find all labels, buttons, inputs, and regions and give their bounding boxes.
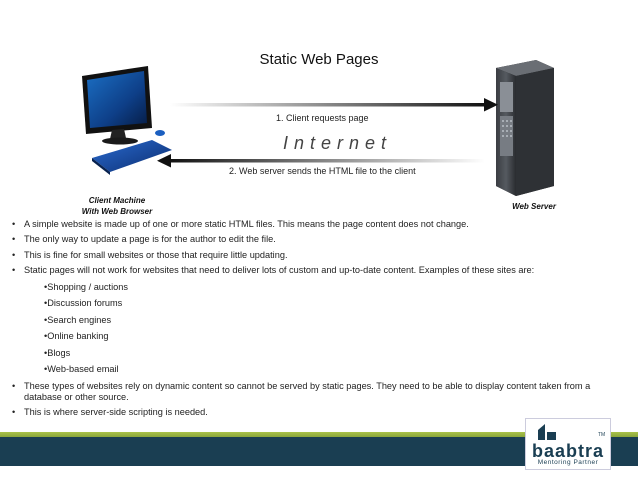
bullet-dot: • — [12, 380, 16, 391]
request-arrow — [170, 98, 500, 112]
example-item: •Web-based email — [44, 364, 119, 375]
example-item: •Discussion forums — [44, 298, 123, 309]
examples-container — [10, 282, 630, 376]
client-caption — [72, 195, 162, 217]
client-computer-icon — [80, 62, 175, 187]
bullet-item: • These types of websites rely on dynamic content so cannot be served by static pages. They need to be able to display content taken from a database or other source. — [12, 380, 591, 402]
client-caption-line1: Client Machine — [88, 196, 146, 205]
logo-trademark: TM — [598, 432, 606, 438]
internet-label: Internet — [283, 133, 393, 153]
bullet-dot: • — [12, 234, 16, 245]
example-item: •Shopping / auctions — [44, 281, 128, 292]
bullet-dot: • — [12, 249, 16, 260]
bullet-dot: • — [12, 407, 16, 418]
client-caption-line2: With Web Browser — [81, 207, 153, 216]
logo-mark-icon — [536, 422, 558, 442]
bullet-dot: • — [12, 219, 16, 229]
baabtra-logo — [525, 418, 611, 470]
response-label: 2. Web server sends the HTML file to the client — [229, 166, 416, 176]
example-item: •Online banking — [44, 331, 109, 342]
server-caption: Web Server — [512, 202, 556, 211]
bullet-item: • Static pages will not work for websites that need to deliver lots of custom and up-to-date content. Examples of these sites are: — [12, 264, 535, 275]
web-server-icon — [488, 58, 560, 198]
bullet-item: • This is fine for small websites or those that require little updating. — [12, 249, 288, 260]
example-item: •Blogs — [44, 347, 71, 358]
request-label: 1. Client requests page — [276, 113, 369, 123]
slide-title: Static Web Pages — [259, 51, 379, 68]
logo-tagline: Mentoring Partner — [537, 459, 599, 466]
bullet-dot: • — [12, 264, 16, 275]
example-item: •Search engines — [44, 314, 112, 325]
logo-text: baabtra — [531, 441, 605, 461]
bullet-item: • A simple website is made up of one or more static HTML files. This means the page content does not change. — [12, 219, 469, 229]
bullet-list — [10, 219, 630, 422]
bullet-item: • This is where server-side scripting is needed. — [12, 407, 208, 418]
bullet-item: • The only way to update a page is for the author to edit the file. — [12, 234, 276, 245]
